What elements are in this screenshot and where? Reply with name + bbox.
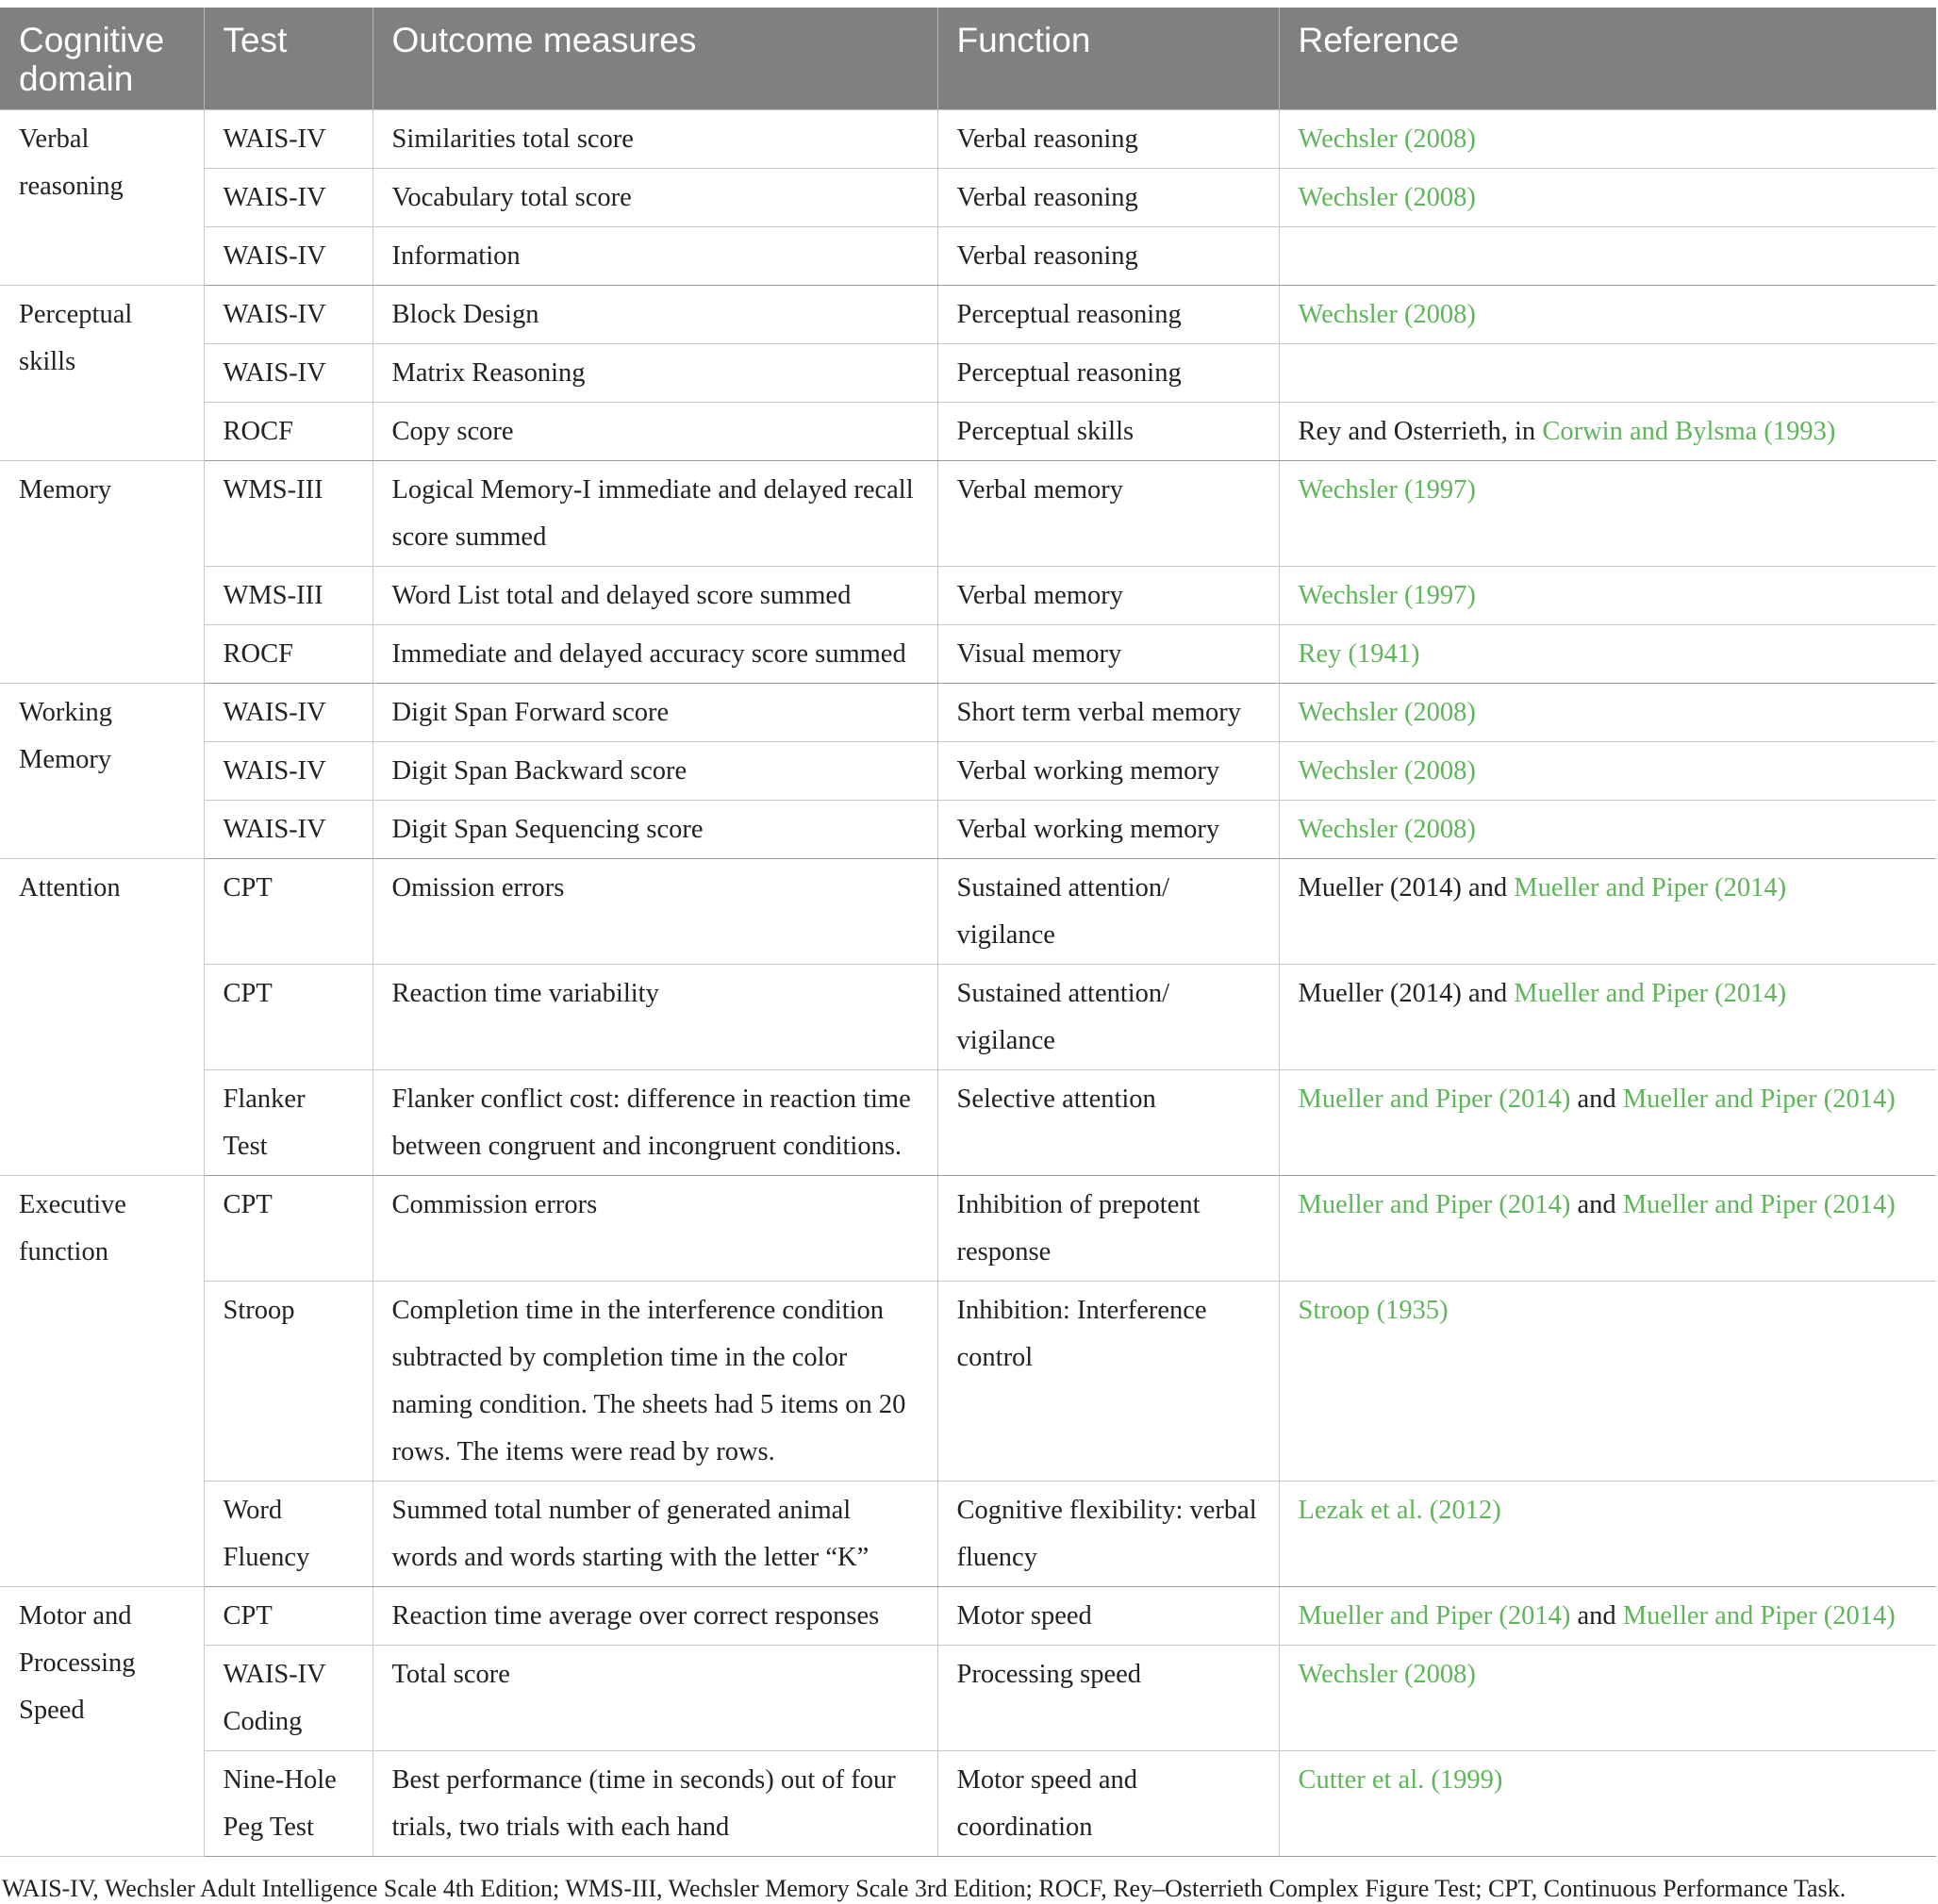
table-row [0, 169, 1936, 227]
cell-function: Inhibition of prepotent response [937, 1176, 1279, 1282]
reference-link[interactable]: Wechsler (2008) [1298, 300, 1476, 329]
cell-reference [1279, 169, 1936, 227]
reference-text: and [1570, 1084, 1623, 1114]
cell-test: CPT [204, 1587, 373, 1646]
cell-outcome-measures: Immediate and delayed accuracy score summed [373, 625, 937, 684]
reference-text: and [1570, 1190, 1623, 1219]
cell-reference [1279, 1482, 1936, 1587]
cell-reference [1279, 965, 1936, 1070]
table-header [0, 8, 1936, 110]
table-row [0, 1751, 1936, 1857]
cell-function: Verbal reasoning [937, 110, 1279, 169]
cell-test: Flanker Test [204, 1070, 373, 1176]
cell-function: Motor speed and coordination [937, 1751, 1279, 1857]
reference-text: Mueller (2014) and [1298, 873, 1515, 902]
cell-reference [1279, 1282, 1936, 1482]
cell-test: Nine-Hole Peg Test [204, 1751, 373, 1857]
cell-reference [1279, 625, 1936, 684]
reference-link[interactable]: Mueller and Piper (2014) [1622, 1190, 1896, 1219]
cell-outcome-measures: Total score [373, 1646, 937, 1751]
table-row [0, 461, 1936, 567]
cell-function: Processing speed [937, 1646, 1279, 1751]
reference-link[interactable]: Mueller and Piper (2014) [1622, 1601, 1896, 1631]
reference-link[interactable]: Mueller and Piper (2014) [1514, 873, 1787, 902]
reference-text: and [1570, 1601, 1623, 1631]
cell-function: Motor speed [937, 1587, 1279, 1646]
cell-outcome-measures: Matrix Reasoning [373, 344, 937, 403]
cell-test: WAIS-IV [204, 169, 373, 227]
cell-function: Cognitive flexibility: verbal fluency [937, 1482, 1279, 1587]
cell-outcome-measures: Word List total and delayed score summed [373, 567, 937, 625]
reference-link[interactable]: Wechsler (1997) [1298, 581, 1476, 610]
cell-outcome-measures: Flanker conflict cost: difference in reaction time between congruent and incongruent conditions. [373, 1070, 937, 1176]
cell-test: WMS-III [204, 567, 373, 625]
header-outcome-measures: Outcome measures [373, 8, 937, 110]
cell-reference [1279, 742, 1936, 801]
header-test: Test [204, 8, 373, 110]
cell-outcome-measures: Logical Memory-I immediate and delayed recall score summed [373, 461, 937, 567]
cell-test: Word Fluency [204, 1482, 373, 1587]
cell-outcome-measures: Digit Span Forward score [373, 684, 937, 742]
cell-function: Verbal memory [937, 567, 1279, 625]
reference-link[interactable]: Wechsler (2008) [1298, 183, 1476, 212]
cell-cognitive-domain: Attention [0, 859, 204, 1176]
reference-link[interactable]: Wechsler (2008) [1298, 756, 1476, 786]
cell-reference [1279, 461, 1936, 567]
cell-function: Visual memory [937, 625, 1279, 684]
cell-outcome-measures: Similarities total score [373, 110, 937, 169]
cell-outcome-measures: Digit Span Sequencing score [373, 801, 937, 859]
reference-link[interactable]: Wechsler (2008) [1298, 698, 1476, 727]
cell-test: WAIS-IV [204, 742, 373, 801]
cell-test: CPT [204, 1176, 373, 1282]
table-row [0, 1282, 1936, 1482]
cell-function: Sustained attention/ vigilance [937, 965, 1279, 1070]
table-footnote: WAIS-IV, Wechsler Adult Intelligence Scale 4th Edition; WMS-III, Wechsler Memory Scale 3rd Edition; ROCF, Rey–Osterrieth Complex Figure Test; CPT, Continuous Performance Task. [2, 1875, 1847, 1902]
cell-function: Verbal reasoning [937, 169, 1279, 227]
reference-link[interactable]: Mueller and Piper (2014) [1622, 1084, 1896, 1114]
cell-outcome-measures: Summed total number of generated animal words and words starting with the letter “K” [373, 1482, 937, 1587]
cell-function: Perceptual skills [937, 403, 1279, 461]
cell-function: Verbal working memory [937, 742, 1279, 801]
cell-test: ROCF [204, 625, 373, 684]
reference-text: Mueller (2014) and [1298, 979, 1515, 1008]
table-row [0, 1587, 1936, 1646]
cell-function: Verbal working memory [937, 801, 1279, 859]
reference-link[interactable]: Wechsler (1997) [1298, 475, 1476, 505]
cell-reference [1279, 1587, 1936, 1646]
header-row [0, 8, 1936, 110]
cell-test: WAIS-IV [204, 110, 373, 169]
cell-cognitive-domain: Memory [0, 461, 204, 684]
cell-reference [1279, 1070, 1936, 1176]
cell-function: Perceptual reasoning [937, 344, 1279, 403]
reference-link[interactable]: Lezak et al. (2012) [1298, 1496, 1501, 1525]
reference-link[interactable]: Rey (1941) [1298, 639, 1420, 669]
cell-reference [1279, 1176, 1936, 1282]
cell-cognitive-domain: Working Memory [0, 684, 204, 859]
cell-cognitive-domain: Executive function [0, 1176, 204, 1587]
cell-reference [1279, 567, 1936, 625]
cognitive-tests-table [0, 8, 1936, 1857]
reference-link[interactable]: Wechsler (2008) [1298, 815, 1476, 844]
cell-function: Verbal reasoning [937, 227, 1279, 286]
cell-function: Inhibition: Interference control [937, 1282, 1279, 1482]
reference-link[interactable]: Stroop (1935) [1298, 1296, 1449, 1325]
cell-reference [1279, 859, 1936, 965]
reference-link[interactable]: Mueller and Piper (2014) [1298, 1601, 1571, 1631]
cell-test: WMS-III [204, 461, 373, 567]
cell-test: CPT [204, 859, 373, 965]
cell-outcome-measures: Reaction time average over correct responses [373, 1587, 937, 1646]
cell-reference [1279, 1646, 1936, 1751]
reference-link[interactable]: Wechsler (2008) [1298, 1660, 1476, 1689]
reference-link[interactable]: Corwin and Bylsma (1993) [1542, 417, 1836, 446]
table-row [0, 1482, 1936, 1587]
cell-outcome-measures: Best performance (time in seconds) out of four trials, two trials with each hand [373, 1751, 937, 1857]
table-container [0, 8, 1938, 1904]
cell-cognitive-domain: Perceptual skills [0, 286, 204, 461]
table-body [0, 110, 1936, 1857]
cell-outcome-measures: Vocabulary total score [373, 169, 937, 227]
cell-outcome-measures: Block Design [373, 286, 937, 344]
cell-test: WAIS-IV [204, 344, 373, 403]
table-row [0, 403, 1936, 461]
cell-reference [1279, 110, 1936, 169]
cell-test: ROCF [204, 403, 373, 461]
table-row [0, 625, 1936, 684]
cell-test: WAIS-IV [204, 227, 373, 286]
cell-outcome-measures: Completion time in the interference condition subtracted by completion time in the color naming condition. The sheets had 5 items on 20 rows. The items were read by rows. [373, 1282, 937, 1482]
table-row [0, 801, 1936, 859]
cell-function: Verbal memory [937, 461, 1279, 567]
table-row [0, 1646, 1936, 1751]
table-row [0, 344, 1936, 403]
cell-test: WAIS-IV [204, 286, 373, 344]
cell-reference [1279, 344, 1936, 403]
cell-reference [1279, 286, 1936, 344]
cell-function: Sustained attention/ vigilance [937, 859, 1279, 965]
cell-test: WAIS-IV [204, 801, 373, 859]
table-row [0, 1070, 1936, 1176]
reference-link[interactable]: Wechsler (2008) [1298, 124, 1476, 154]
cell-function: Selective attention [937, 1070, 1279, 1176]
table-row [0, 965, 1936, 1070]
header-reference: Reference [1279, 8, 1936, 110]
table-row [0, 742, 1936, 801]
cell-test: Stroop [204, 1282, 373, 1482]
reference-link[interactable]: Mueller and Piper (2014) [1514, 979, 1787, 1008]
table-row [0, 227, 1936, 286]
table-row [0, 110, 1936, 169]
cell-function: Short term verbal memory [937, 684, 1279, 742]
table-row [0, 567, 1936, 625]
cell-test: WAIS-IV Coding [204, 1646, 373, 1751]
cell-outcome-measures: Commission errors [373, 1176, 937, 1282]
reference-text: Rey and Osterrieth, in [1298, 417, 1543, 446]
cell-outcome-measures: Reaction time variability [373, 965, 937, 1070]
cell-reference [1279, 684, 1936, 742]
table-row [0, 286, 1936, 344]
cell-reference [1279, 227, 1936, 286]
table-row [0, 859, 1936, 965]
cell-outcome-measures: Copy score [373, 403, 937, 461]
cell-outcome-measures: Omission errors [373, 859, 937, 965]
reference-link[interactable]: Cutter et al. (1999) [1298, 1765, 1503, 1795]
table-row [0, 684, 1936, 742]
cell-cognitive-domain: Verbal reasoning [0, 110, 204, 286]
cell-outcome-measures: Information [373, 227, 937, 286]
cell-test: CPT [204, 965, 373, 1070]
reference-link[interactable]: Mueller and Piper (2014) [1298, 1084, 1571, 1114]
cell-test: WAIS-IV [204, 684, 373, 742]
header-cognitive-domain: Cognitive domain [0, 8, 204, 110]
reference-link[interactable]: Mueller and Piper (2014) [1298, 1190, 1571, 1219]
cell-cognitive-domain: Motor and Processing Speed [0, 1587, 204, 1857]
cell-function: Perceptual reasoning [937, 286, 1279, 344]
cell-reference [1279, 1751, 1936, 1857]
table-row [0, 1176, 1936, 1282]
cell-reference [1279, 403, 1936, 461]
cell-reference [1279, 801, 1936, 859]
header-function: Function [937, 8, 1279, 110]
cell-outcome-measures: Digit Span Backward score [373, 742, 937, 801]
